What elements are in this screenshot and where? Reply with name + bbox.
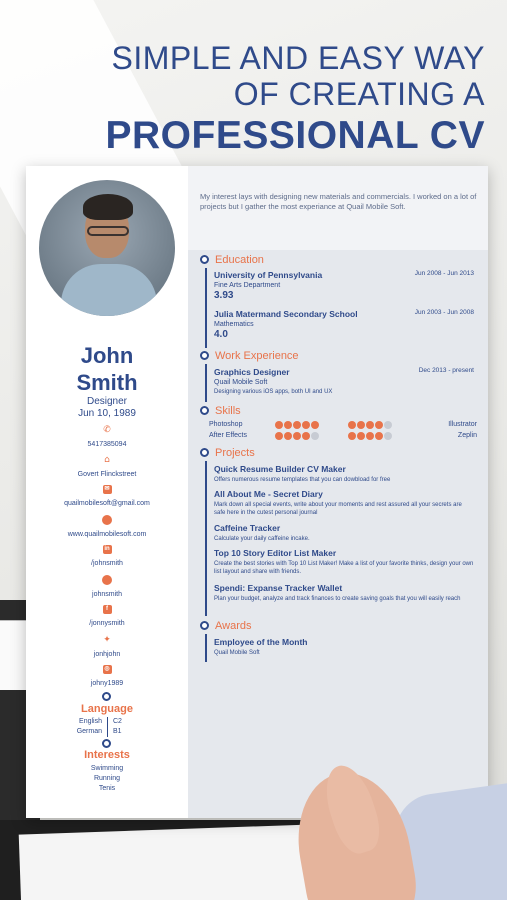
cv-sheet — [26, 166, 488, 818]
awards-title: Awards — [215, 620, 252, 632]
skill-dot-filled — [375, 421, 383, 429]
project-description: Offers numerous resume templates that you can dowbload for free — [214, 477, 391, 483]
contact-website-text: www.quailmobilesoft.com — [67, 531, 147, 538]
award-entry — [214, 637, 474, 657]
education-dept: Fine Arts Department — [214, 282, 281, 289]
projects-title: Projects — [215, 447, 255, 459]
language-name: German — [76, 728, 102, 735]
project-entry — [214, 583, 474, 603]
education-section-title — [200, 254, 264, 266]
mail-icon: ✉ — [104, 486, 110, 492]
education-entry — [214, 309, 474, 340]
contact-phone — [26, 425, 188, 448]
skill-dot-filled — [275, 421, 283, 429]
skill-rating-left — [275, 432, 319, 440]
skill-dot-filled — [366, 432, 374, 440]
interests-title: Interests — [84, 749, 130, 761]
contact-mail — [26, 485, 188, 507]
interest-item: Running — [93, 775, 121, 782]
education-dates: Jun 2008 - Jun 2013 — [414, 270, 474, 277]
work-company: Quail Mobile Soft — [214, 379, 268, 386]
intro-text: My interest lays with designing new materials and commercials. I worked on a lot of projects but I gather the most experiance at Quail Mobile Soft. — [200, 192, 477, 211]
photo-glasses — [87, 226, 129, 236]
skill-dot-filled — [302, 432, 310, 440]
photo-body — [61, 264, 157, 316]
interests-ring-icon — [102, 739, 111, 748]
profile-last-name: Smith — [76, 370, 138, 395]
profile-photo — [39, 180, 175, 316]
skill-rating-right — [348, 432, 392, 440]
twitter-icon: ✦ — [103, 635, 111, 645]
language-name: English — [79, 718, 102, 725]
contact-twitter — [26, 635, 188, 658]
contact-facebook — [26, 605, 188, 627]
skill-dot-filled — [375, 432, 383, 440]
contact-location-text: Govert Flinckstreet — [77, 471, 137, 478]
work-section-title — [200, 350, 299, 362]
work-description: Designing various iOS apps, both UI and UX — [214, 389, 333, 395]
award-org: Quail Mobile Soft — [214, 650, 260, 656]
work-position: Graphics Designer — [214, 367, 290, 377]
profile-role: Designer — [86, 396, 128, 407]
project-description: Plan your budget, analyze and track finances to create saving goals that you will easily reach — [214, 596, 461, 602]
contact-facebook-text: /jonnysmith — [89, 620, 125, 627]
cv-left-column — [26, 166, 188, 818]
profile-dob: Jun 10, 1989 — [78, 408, 136, 419]
phone-icon: ✆ — [103, 425, 111, 435]
contact-instagram — [26, 665, 188, 687]
work-title: Work Experience — [215, 350, 299, 362]
project-entry — [214, 489, 474, 517]
project-name: Caffeine Tracker — [214, 523, 281, 533]
education-school: Julia Matermand Secondary School — [214, 309, 358, 319]
project-entry — [214, 548, 474, 576]
skills-title: Skills — [215, 405, 241, 417]
skill-row — [209, 432, 477, 442]
skill-name-right: Illustrator — [448, 421, 477, 428]
skill-dot-filled — [348, 421, 356, 429]
education-ring-icon — [200, 255, 209, 264]
education-dept: Mathematics — [214, 321, 254, 328]
contact-linkedin — [26, 545, 188, 567]
project-description: Calculate your daily caffeine incake. — [214, 536, 310, 542]
linkedin-icon: in — [104, 546, 110, 552]
profile-first-name: John — [80, 343, 134, 368]
skill-name-left: Photoshop — [209, 421, 243, 428]
headline-line-2: OF CREATING A — [233, 76, 485, 112]
awards-ring-icon — [200, 621, 209, 630]
education-school: University of Pennsylvania — [214, 270, 323, 280]
interests-list — [26, 764, 188, 794]
skill-dot-filled — [311, 421, 319, 429]
education-entry — [214, 270, 474, 301]
skill-dot-filled — [357, 421, 365, 429]
instagram-icon: ◎ — [104, 666, 110, 672]
skill-dot-filled — [293, 432, 301, 440]
project-entry — [214, 464, 474, 484]
photo-hair — [83, 194, 133, 220]
skill-dot-filled — [366, 421, 374, 429]
contact-website — [26, 515, 188, 538]
language-ring-icon — [102, 692, 111, 701]
interest-item: Swimming — [90, 765, 124, 772]
skill-dot-empty — [384, 432, 392, 440]
language-item — [26, 717, 188, 727]
project-name: Spendi: Expanse Tracker Wallet — [214, 583, 343, 593]
contact-skype-text: johnsmith — [92, 591, 122, 598]
awards-section-title — [200, 620, 251, 632]
skill-rating-right — [348, 421, 392, 429]
projects-timeline — [205, 461, 207, 616]
headline-line-3: PROFESSIONAL CV — [105, 114, 485, 157]
skill-dot-filled — [357, 432, 365, 440]
contact-phone-text: 5417385094 — [87, 441, 127, 448]
work-entry — [214, 367, 474, 396]
skype-icon — [102, 575, 112, 585]
projects-ring-icon — [200, 448, 209, 457]
education-dates: Jun 2003 - Jun 2008 — [414, 309, 474, 316]
language-level: B1 — [107, 727, 147, 737]
skill-name-left: After Effects — [209, 432, 247, 439]
project-name: Top 10 Story Editor List Maker — [214, 548, 337, 558]
education-timeline — [205, 268, 207, 348]
headline — [25, 40, 485, 160]
education-grade: 4.0 — [214, 329, 228, 340]
projects-section-title — [200, 447, 255, 459]
project-name: All About Me - Secret Diary — [214, 489, 323, 499]
skill-dot-filled — [284, 421, 292, 429]
skills-ring-icon — [200, 406, 209, 415]
contact-skype — [26, 575, 188, 598]
interest-item: Tenis — [98, 785, 116, 792]
skill-dot-filled — [284, 432, 292, 440]
skill-dot-empty — [384, 421, 392, 429]
project-description: Mark down all special events, write about your moments and rest assured all your secrets are safe here in the cutest personal journal — [214, 502, 462, 516]
location-icon: ⌂ — [104, 455, 110, 465]
project-entry — [214, 523, 474, 543]
project-name: Quick Resume Builder CV Maker — [214, 464, 346, 474]
facebook-icon: f — [103, 605, 112, 614]
profile-name — [26, 342, 188, 396]
work-dates: Dec 2013 - present — [418, 367, 474, 374]
skills-section-title — [200, 405, 241, 417]
cv-right-column — [188, 166, 488, 818]
work-ring-icon — [200, 351, 209, 360]
skill-rating-left — [275, 421, 319, 429]
headline-line-1: SIMPLE AND EASY WAY — [111, 40, 485, 76]
skill-dot-empty — [311, 432, 319, 440]
skill-dot-filled — [302, 421, 310, 429]
education-title: Education — [215, 254, 264, 266]
contact-twitter-text: jonhjohn — [93, 651, 121, 658]
contact-mail-text: quailmobilesoft@gmail.com — [64, 500, 150, 507]
skill-row — [209, 421, 477, 431]
contact-instagram-text: johny1989 — [90, 680, 124, 687]
awards-timeline — [205, 634, 207, 662]
work-timeline — [205, 364, 207, 402]
contact-linkedin-text: /johnsmith — [91, 560, 123, 567]
contact-location — [26, 455, 188, 478]
skill-dot-filled — [293, 421, 301, 429]
education-grade: 3.93 — [214, 290, 234, 301]
project-description: Create the best stories with Top 10 List Maker! Make a list of your favorite thinks, design your own list layout and share with friends. — [214, 561, 474, 575]
globe-icon — [102, 515, 112, 525]
skill-dot-filled — [275, 432, 283, 440]
skill-dot-filled — [348, 432, 356, 440]
language-title: Language — [81, 703, 133, 715]
award-name: Employee of the Month — [214, 637, 308, 647]
skill-name-right: Zeplin — [457, 432, 477, 439]
language-level: C2 — [107, 717, 147, 727]
language-item — [26, 727, 188, 737]
